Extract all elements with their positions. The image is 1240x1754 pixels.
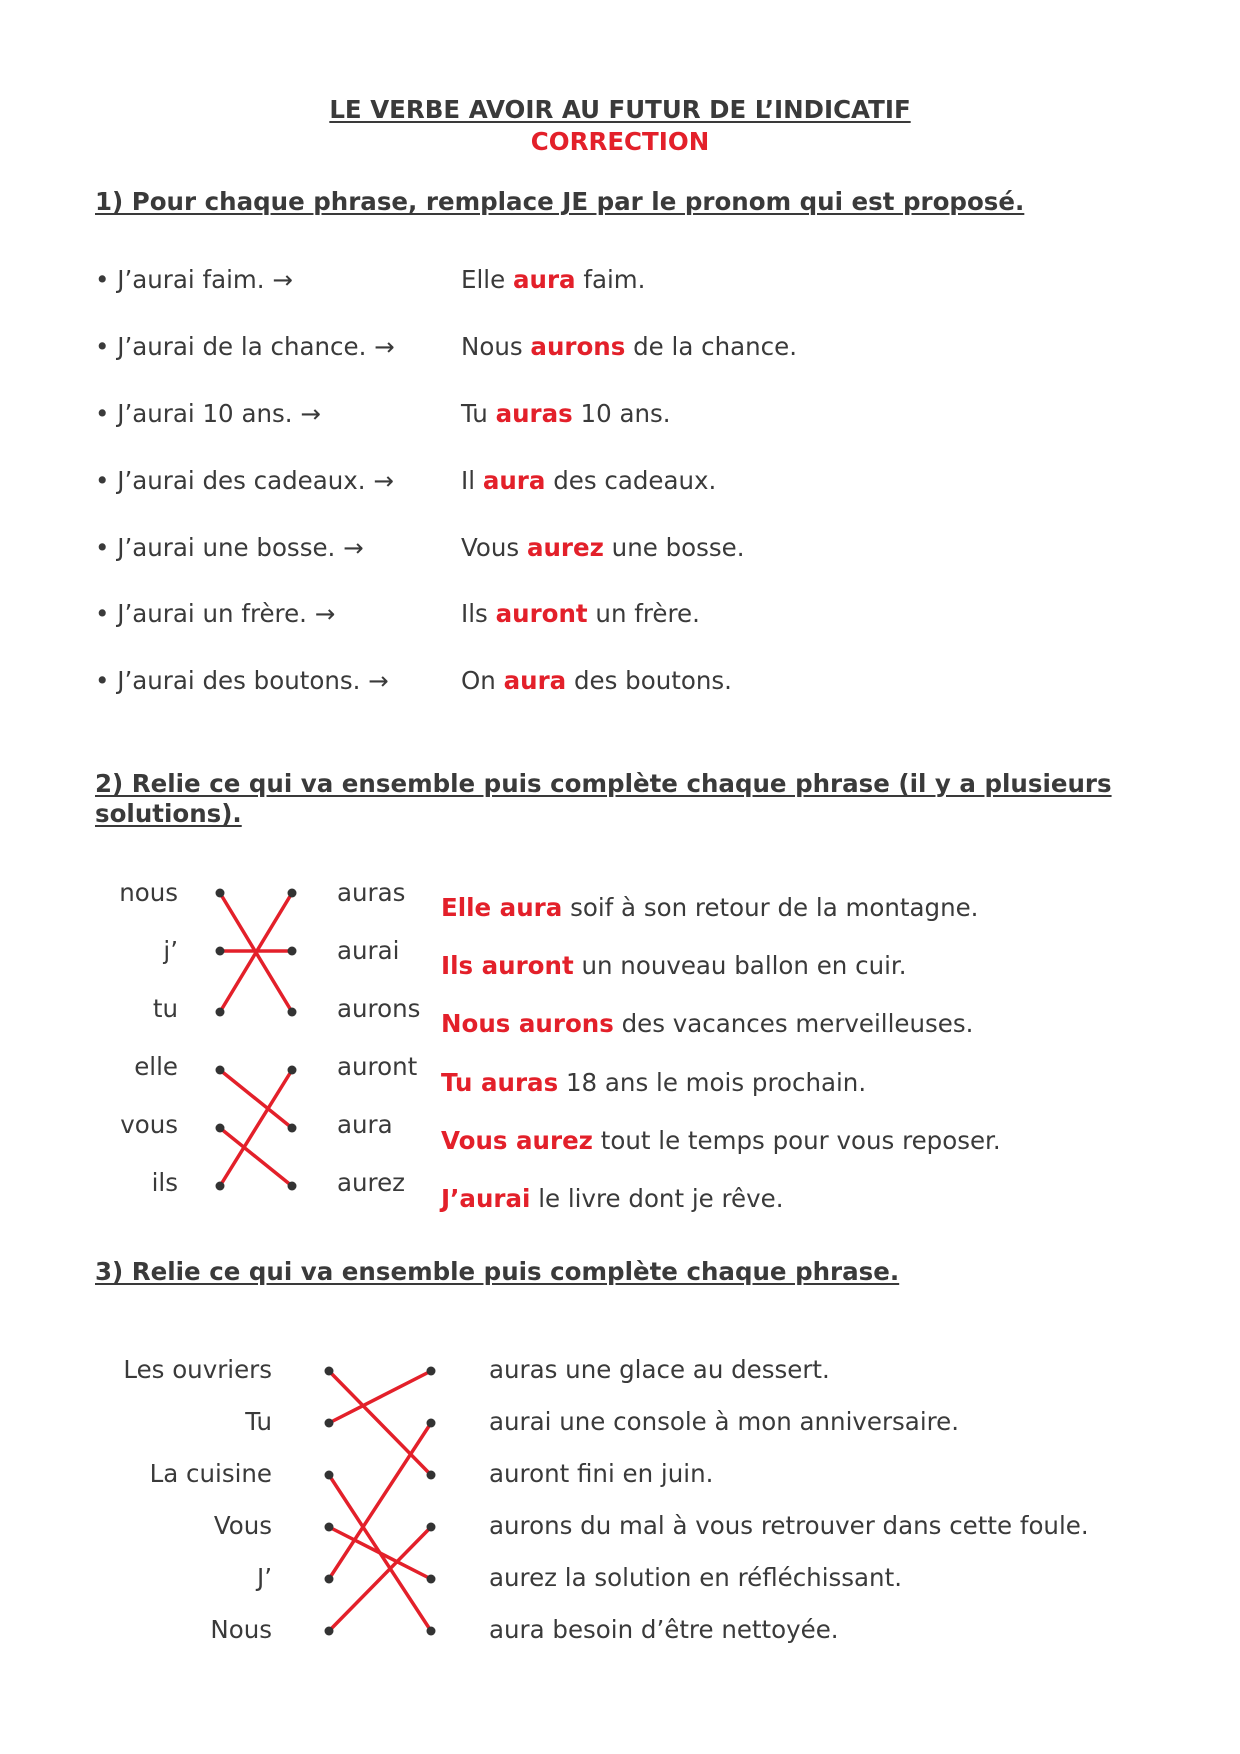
ex2-left-dot: [216, 1124, 225, 1133]
ex1-answer-pronoun: Ils: [461, 599, 496, 628]
ex1-answer-verb: aurons: [530, 332, 626, 361]
ex3-ending: aurons du mal à vous retrouver dans cette foule.: [489, 1511, 1089, 1540]
ex3-ending: auras une glace au dessert.: [489, 1355, 830, 1384]
exercise-2-header-line1: 2) Relie ce qui va ensemble puis complète chaque phrase (il y a plusieurs: [95, 769, 1112, 798]
exercise-3-header: 3) Relie ce qui va ensemble puis complète chaque phrase.: [95, 1257, 900, 1286]
ex3-link-line: [329, 1371, 431, 1475]
ex1-answer-rest: des cadeaux.: [545, 466, 717, 495]
ex3-subject: J’: [256, 1563, 272, 1592]
ex2-left-dot: [216, 1182, 225, 1191]
ex2-right-dot: [288, 1182, 297, 1191]
ex1-prompt: • J’aurai des boutons. →: [95, 666, 389, 695]
ex3-link-line: [329, 1371, 431, 1423]
ex1-answer-verb: aura: [482, 466, 546, 495]
ex2-verb: aurez: [337, 1168, 406, 1197]
ex3-ending: auront fini en juin.: [489, 1459, 714, 1488]
ex2-sentence-answer: Elle aura: [441, 893, 563, 922]
ex2-sentence-rest: des vacances merveilleuses.: [613, 1009, 974, 1038]
ex1-answer-rest: une bosse.: [603, 533, 745, 562]
ex2-pronoun: j’: [163, 936, 178, 965]
ex2-left-dot: [216, 947, 225, 956]
ex2-right-dot: [288, 1124, 297, 1133]
ex3-right-dot: [427, 1419, 436, 1428]
ex2-sentence-rest: un nouveau ballon en cuir.: [573, 951, 907, 980]
ex2-sentence-answer: J’aurai: [441, 1184, 531, 1213]
ex3-left-dot: [325, 1523, 334, 1532]
ex1-answer-pronoun: Tu: [461, 399, 496, 428]
ex2-sentence-answer: Ils auront: [441, 951, 574, 980]
ex3-left-dot: [325, 1575, 334, 1584]
exercise-2-header-line2: solutions).: [95, 799, 242, 828]
ex2-right-dot: [288, 947, 297, 956]
ex1-answer-verb: aura: [503, 666, 567, 695]
ex2-sentence-rest: soif à son retour de la montagne.: [562, 893, 979, 922]
ex1-answer-verb: aurez: [526, 533, 604, 562]
ex1-answer-verb: auront: [495, 599, 588, 628]
ex1-answer-rest: des boutons.: [566, 666, 732, 695]
ex1-prompt: • J’aurai faim. →: [95, 265, 293, 294]
ex2-verb: auront: [337, 1052, 418, 1081]
ex2-sentence-answer: Tu auras: [441, 1068, 559, 1097]
ex1-answer-rest: faim.: [575, 265, 646, 294]
ex1-answer-pronoun: Vous: [461, 533, 527, 562]
page-subtitle: CORRECTION: [530, 127, 710, 156]
ex3-subject: Vous: [213, 1511, 272, 1540]
ex1-prompt: • J’aurai une bosse. →: [95, 533, 364, 562]
ex1-answer-rest: de la chance.: [625, 332, 798, 361]
ex1-prompt: • J’aurai des cadeaux. →: [95, 466, 394, 495]
ex3-left-dot: [325, 1367, 334, 1376]
ex2-pronoun: vous: [120, 1110, 178, 1139]
ex1-answer-rest: un frère.: [587, 599, 700, 628]
ex1-answer-pronoun: On: [461, 666, 504, 695]
ex3-subject: Les ouvriers: [123, 1355, 272, 1384]
ex3-right-dot: [427, 1523, 436, 1532]
ex1-answer-rest: 10 ans.: [572, 399, 671, 428]
ex2-sentence-answer: Vous aurez: [441, 1126, 593, 1155]
ex2-right-dot: [288, 1008, 297, 1017]
ex2-pronoun: elle: [134, 1052, 178, 1081]
ex3-ending: aura besoin d’être nettoyée.: [489, 1615, 839, 1644]
ex3-subject: Tu: [245, 1407, 272, 1436]
ex3-right-dot: [427, 1367, 436, 1376]
ex2-link-line: [220, 1128, 292, 1186]
ex3-ending: aurai une console à mon anniversaire.: [489, 1407, 960, 1436]
ex2-sentence-rest: tout le temps pour vous reposer.: [592, 1126, 1001, 1155]
ex1-prompt: • J’aurai un frère. →: [95, 599, 336, 628]
ex3-ending: aurez la solution en réfléchissant.: [489, 1563, 902, 1592]
ex2-pronoun: ils: [151, 1168, 178, 1197]
ex2-pronoun: nous: [119, 878, 178, 907]
ex2-left-dot: [216, 1008, 225, 1017]
ex1-prompt: • J’aurai 10 ans. →: [95, 399, 321, 428]
ex1-answer-pronoun: Nous: [461, 332, 531, 361]
ex2-verb: aurons: [337, 994, 421, 1023]
ex1-answer-pronoun: Il: [461, 466, 483, 495]
ex1-answer-verb: auras: [495, 399, 573, 428]
ex2-left-dot: [216, 889, 225, 898]
exercise-1-header: 1) Pour chaque phrase, remplace JE par le pronom qui est proposé.: [95, 187, 1025, 216]
ex2-sentence-answer: Nous aurons: [441, 1009, 614, 1038]
ex2-sentence-rest: le livre dont je rêve.: [530, 1184, 784, 1213]
ex1-answer-pronoun: Elle: [461, 265, 513, 294]
ex2-verb: auras: [337, 878, 406, 907]
ex2-link-line: [220, 1070, 292, 1128]
ex3-right-dot: [427, 1471, 436, 1480]
ex3-right-dot: [427, 1575, 436, 1584]
ex1-answer-verb: aura: [512, 265, 576, 294]
ex2-verb: aurai: [337, 936, 400, 965]
ex3-subject: Nous: [210, 1615, 272, 1644]
page-title: LE VERBE AVOIR AU FUTUR DE L’INDICATIF: [329, 95, 911, 124]
ex2-right-dot: [288, 889, 297, 898]
ex3-left-dot: [325, 1471, 334, 1480]
ex3-link-line: [329, 1527, 431, 1631]
ex2-right-dot: [288, 1066, 297, 1075]
ex1-prompt: • J’aurai de la chance. →: [95, 332, 395, 361]
ex2-left-dot: [216, 1066, 225, 1075]
ex2-sentence-rest: 18 ans le mois prochain.: [558, 1068, 867, 1097]
ex2-link-line: [220, 1070, 292, 1186]
ex2-pronoun: tu: [152, 994, 178, 1023]
ex2-verb: aura: [337, 1110, 393, 1139]
ex3-right-dot: [427, 1627, 436, 1636]
ex3-subject: La cuisine: [149, 1459, 272, 1488]
ex3-left-dot: [325, 1419, 334, 1428]
ex3-left-dot: [325, 1627, 334, 1636]
